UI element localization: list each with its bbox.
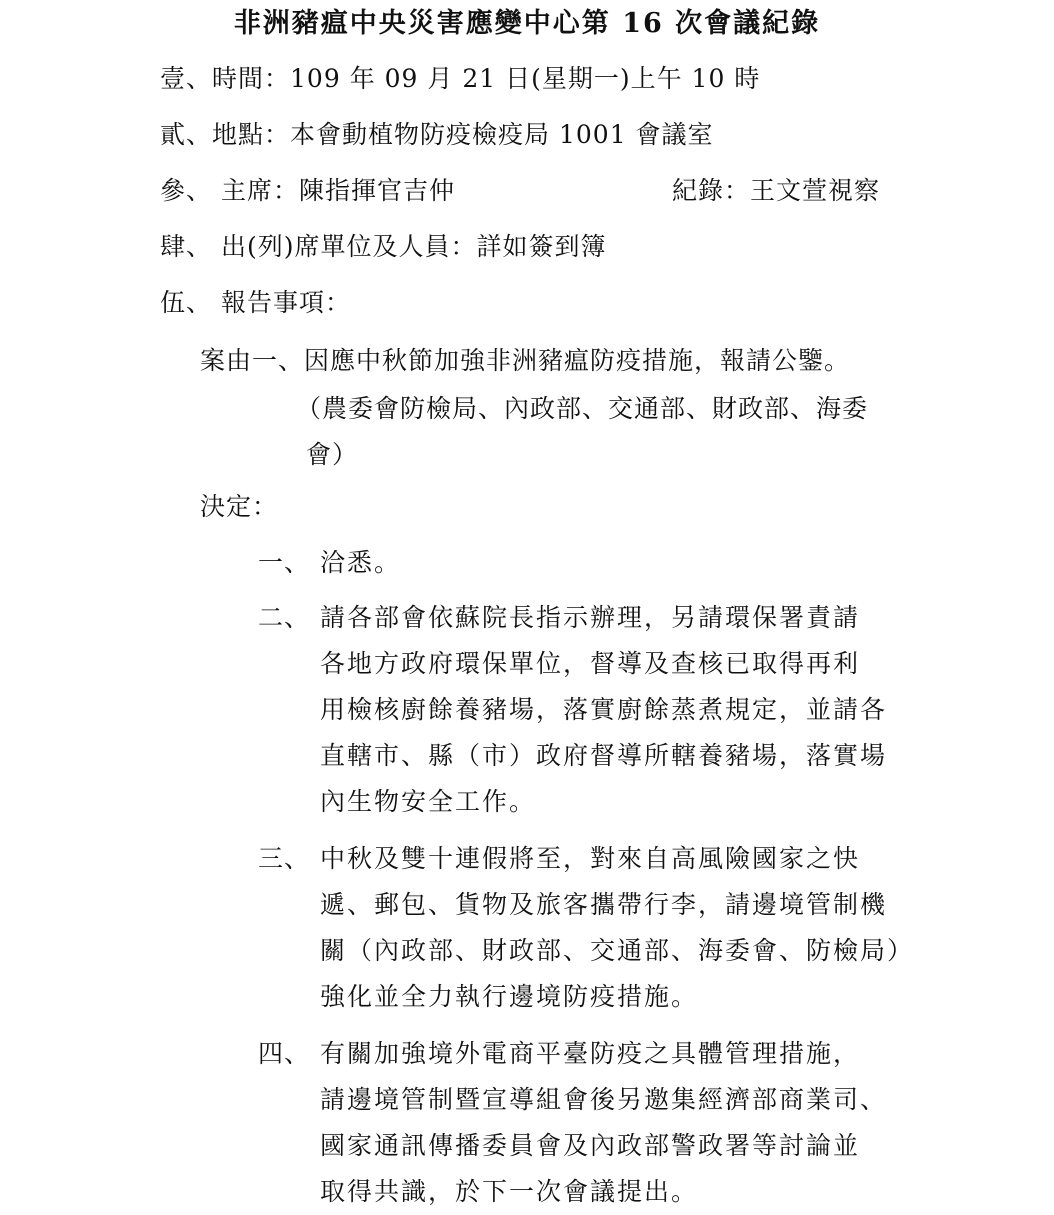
report-marker: 伍、 bbox=[160, 288, 213, 317]
decision-item-2-line-5: 內生物安全工作。 bbox=[320, 787, 537, 816]
decision-item-1-line-1: 洽悉。 bbox=[320, 548, 402, 577]
attendees-value: 詳如簽到簿 bbox=[476, 232, 607, 261]
chair-row bbox=[160, 174, 455, 208]
decision-item-3-line-2: 遞、郵包、貨物及旅客攜帶行李，請邊境管制機 bbox=[320, 890, 888, 919]
time-value: 109 年 09 月 21 日(星期一)上午 10 時 bbox=[290, 64, 761, 93]
decision-item-3-line-1: 中秋及雙十連假將至，對來自高風險國家之快 bbox=[320, 844, 861, 873]
location-value: 本會動植物防疫檢疫局 1001 會議室 bbox=[290, 120, 714, 149]
decision-item-4-line-1: 有關加強境外電商平臺防疫之具體管理措施， bbox=[320, 1039, 861, 1068]
page-title: 非洲豬瘟中央災害應變中心第 16 次會議紀錄 bbox=[233, 8, 821, 39]
recorder-value: 王文萱視察 bbox=[750, 176, 881, 205]
decision-item-4 bbox=[320, 1031, 887, 1215]
attendees-row bbox=[160, 230, 607, 264]
decision-item-1 bbox=[320, 540, 401, 586]
case-text: 因應中秋節加強非洲豬瘟防疫措施，報請公鑒。 bbox=[304, 346, 851, 375]
chair-marker: 參、 bbox=[160, 176, 213, 205]
decision-item-2-line-3: 用檢核廚餘養豬場，落實廚餘蒸煮規定，並請各 bbox=[320, 695, 888, 724]
report-label: 報告事項： bbox=[220, 288, 351, 317]
decision-item-3 bbox=[320, 836, 914, 1020]
decision-item-4-marker: 四、 bbox=[258, 1039, 311, 1068]
chair-label: 主席： bbox=[220, 176, 299, 205]
decision-item-3-line-3: 關（內政部、財政部、交通部、海委會、防檢局） bbox=[320, 936, 915, 965]
decision-item-4-line-3: 國家通訊傳播委員會及內政部警政署等討論並 bbox=[320, 1131, 861, 1160]
report-row bbox=[160, 286, 351, 320]
chair-value: 陳指揮官吉仲 bbox=[298, 176, 455, 205]
location-row bbox=[160, 118, 714, 152]
decision-item-3-line-4: 強化並全力執行邊境防疫措施。 bbox=[320, 982, 699, 1011]
decision-item-2 bbox=[320, 595, 887, 825]
time-marker: 壹、 bbox=[160, 64, 213, 93]
decision-item-4-line-4: 取得共識，於下一次會議提出。 bbox=[320, 1177, 699, 1206]
time-label: 時間： bbox=[212, 64, 291, 93]
time-row bbox=[160, 62, 760, 96]
case-label: 案由一、 bbox=[200, 346, 305, 375]
attendees-marker: 肆、 bbox=[160, 232, 213, 261]
decision-item-3-marker: 三、 bbox=[258, 844, 311, 873]
case-units-line-2: 會） bbox=[306, 440, 359, 469]
location-marker: 貳、 bbox=[160, 120, 213, 149]
recorder-label: 紀錄： bbox=[672, 176, 751, 205]
decision-item-4-line-2: 請邊境管制暨宣導組會後另邀集經濟部商業司、 bbox=[320, 1085, 888, 1114]
recorder-row bbox=[672, 174, 880, 208]
decision-item-2-marker: 二、 bbox=[258, 603, 311, 632]
case-row bbox=[200, 344, 850, 378]
decision-item-2-line-2: 各地方政府環保單位，督導及查核已取得再利 bbox=[320, 649, 861, 678]
decision-item-2-line-4: 直轄市、縣（市）政府督導所轄養豬場，落實場 bbox=[320, 741, 888, 770]
decision-item-1-marker: 一、 bbox=[258, 548, 311, 577]
decision-item-2-line-1: 請各部會依蘇院長指示辦理，另請環保署責請 bbox=[320, 603, 861, 632]
attendees-label: 出(列)席單位及人員： bbox=[220, 232, 477, 261]
decision-label: 決定： bbox=[200, 492, 279, 521]
location-label: 地點： bbox=[212, 120, 291, 149]
case-units-line-1: （農委會防檢局、內政部、交通部、財政部、海委 bbox=[296, 394, 869, 423]
